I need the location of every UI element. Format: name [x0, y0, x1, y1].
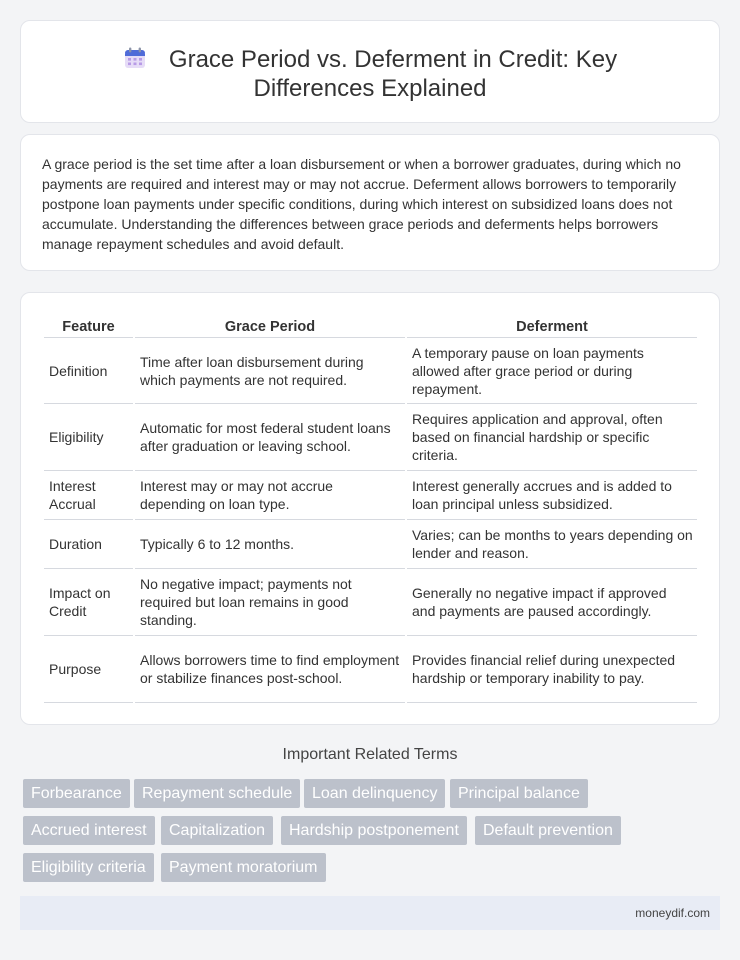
term-chip-capitalization[interactable]: Capitalization: [161, 816, 273, 845]
feature-cell: Duration: [44, 520, 133, 569]
grace-cell: Typically 6 to 12 months.: [135, 520, 405, 569]
feature-cell: Purpose: [44, 636, 133, 703]
term-chip-eligibility-criteria[interactable]: Eligibility criteria: [23, 853, 154, 882]
feature-cell: Eligibility: [44, 404, 133, 471]
deferment-cell: A temporary pause on loan payments allowed after grace period or during repayment.: [407, 338, 697, 404]
feature-cell: Interest Accrual: [44, 471, 133, 520]
term-chip-forbearance[interactable]: Forbearance: [23, 779, 130, 808]
related-terms-heading: Important Related Terms: [282, 746, 458, 763]
comparison-card: [20, 292, 720, 725]
table-row: [44, 569, 697, 636]
page-title: Grace Period vs. Deferment in Credit: Key Differences Explained: [168, 46, 618, 102]
term-chip-accrued-interest[interactable]: Accrued interest: [23, 816, 155, 845]
table-row: [44, 471, 697, 520]
deferment-cell: Generally no negative impact if approved and payments are paused accordingly.: [407, 569, 697, 636]
term-chip-hardship-postponement[interactable]: Hardship postponement: [281, 816, 467, 845]
deferment-cell: Interest generally accrues and is added to loan principal unless subsidized.: [407, 471, 697, 520]
header-feature: Feature: [44, 317, 133, 338]
feature-cell: Impact on Credit: [44, 569, 133, 636]
header-grace-period: Grace Period: [135, 317, 405, 338]
grace-cell: Automatic for most federal student loans after graduation or leaving school.: [135, 404, 405, 471]
feature-cell: Definition: [44, 338, 133, 404]
intro-paragraph: A grace period is the set time after a loan disbursement or when a borrower graduates, during which no payments are required and interest may or may not accrue. Deferment allows borrowers to temporarily postpone loan payments under specific conditions, during which interest on subsidized loans does not accumulate. Understanding the differences between grace periods and deferments helps borrowers manage repayment schedules and avoid default.: [42, 156, 681, 252]
grace-cell: Allows borrowers time to find employment or stabilize finances post-school.: [135, 636, 405, 703]
grace-cell: No negative impact; payments not required but loan remains in good standing.: [135, 569, 405, 636]
table-row: [44, 636, 697, 703]
term-chip-default-prevention[interactable]: Default prevention: [475, 816, 621, 845]
header-deferment: Deferment: [407, 317, 697, 338]
title-card: [20, 20, 720, 123]
calendar-icon: [123, 46, 147, 70]
deferment-cell: Provides financial relief during unexpected hardship or temporary inability to pay.: [407, 636, 697, 703]
intro-card: [20, 134, 720, 271]
table-row: [44, 404, 697, 471]
term-chip-payment-moratorium[interactable]: Payment moratorium: [161, 853, 326, 882]
term-chip-loan-delinquency[interactable]: Loan delinquency: [304, 779, 445, 808]
grace-cell: Interest may or may not accrue depending on loan type.: [135, 471, 405, 520]
grace-cell: Time after loan disbursement during which payments are not required.: [135, 338, 405, 404]
deferment-cell: Requires application and approval, often based on financial hardship or specific criteria.: [407, 404, 697, 471]
term-chip-repayment-schedule[interactable]: Repayment schedule: [134, 779, 300, 808]
table-row: [44, 338, 697, 404]
footer-site-link[interactable]: moneydif.com: [635, 906, 710, 920]
footer: [20, 896, 720, 930]
deferment-cell: Varies; can be months to years depending on lender and reason.: [407, 520, 697, 569]
term-chip-principal-balance[interactable]: Principal balance: [450, 779, 588, 808]
page-title-wrap: [21, 45, 719, 103]
table-header-row: [44, 317, 697, 338]
comparison-table: [42, 317, 699, 703]
table-row: [44, 520, 697, 569]
